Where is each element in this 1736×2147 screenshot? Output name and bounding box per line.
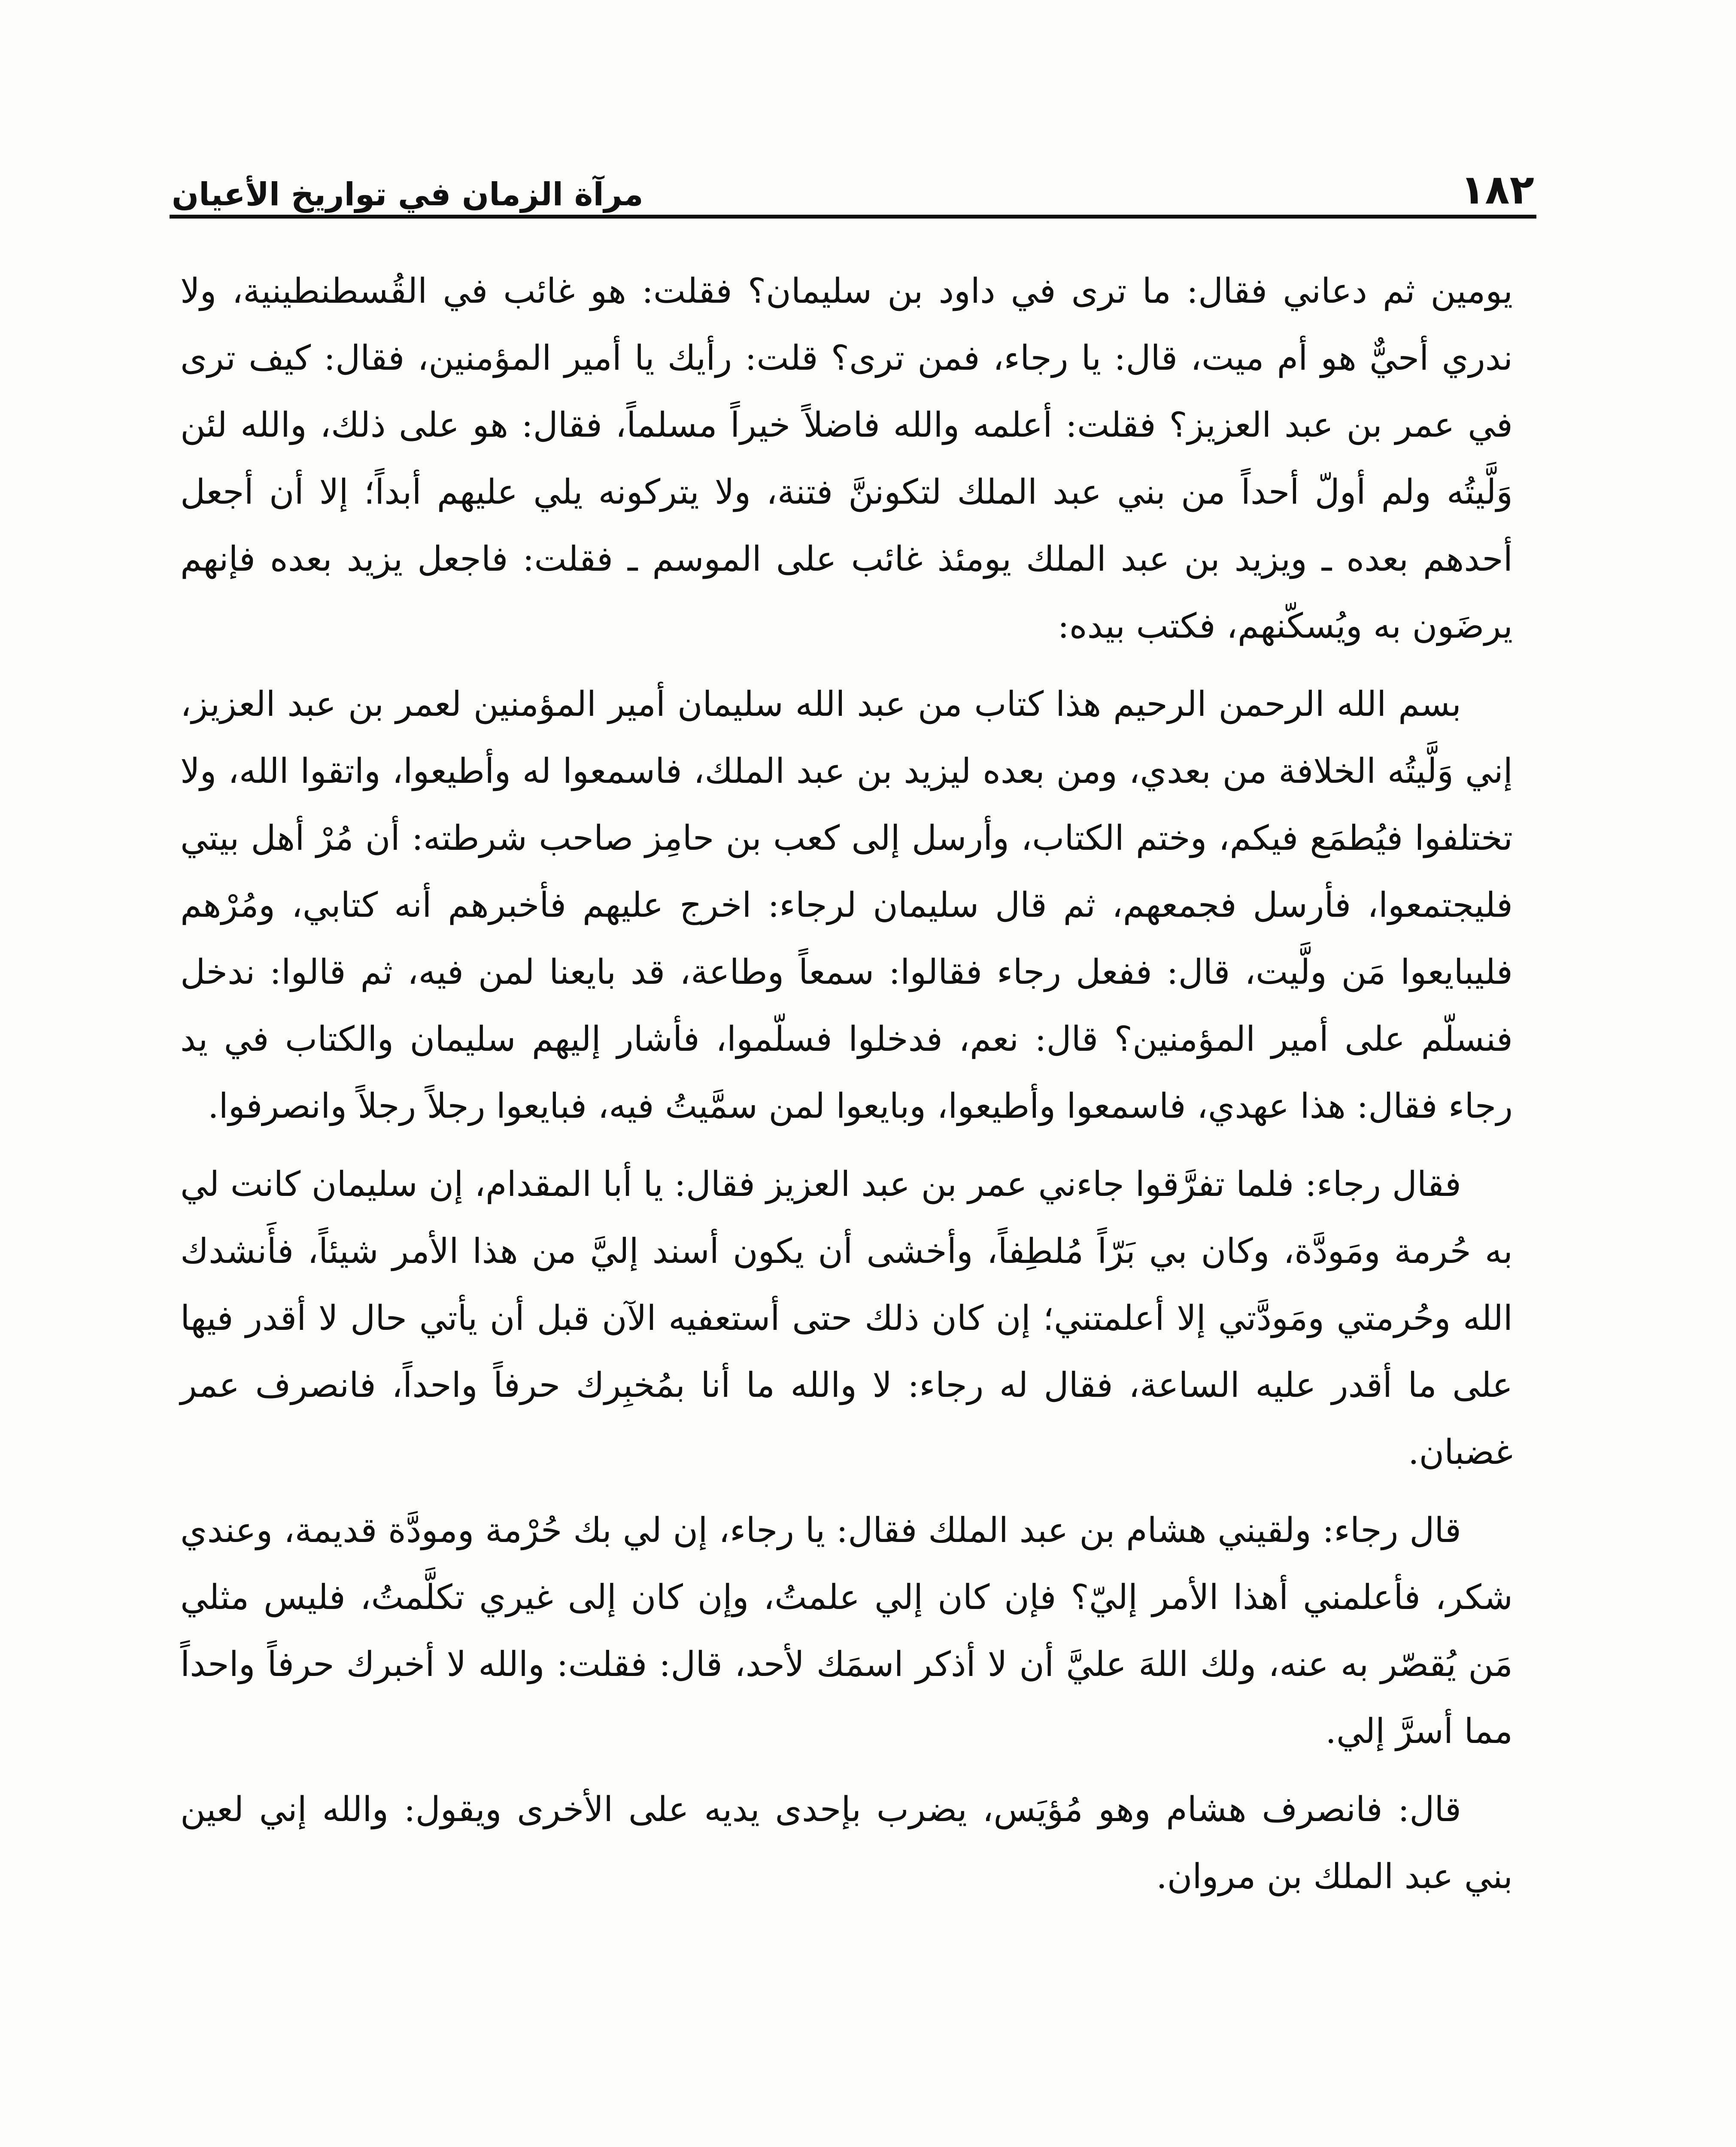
book-title: مرآة الزمان في تواريخ الأعيان <box>172 176 643 213</box>
header-rule <box>170 215 1536 219</box>
running-header <box>172 142 1534 213</box>
paragraph-2: بسم الله الرحمن الرحيم هذا كتاب من عبد الله سليمان أمير المؤمنين لعمر بن عبد العزيز، إني وَلَّيتُه الخلافة من بعدي، ومن بعده ليزيد بن عبد الملك، فاسمعوا له وأطيعوا، واتقوا الله، ولا تختلفوا فيُطمَع فيكم، وختم الكتاب، وأرسل إلى كعب بن حامِز صاحب شرطته: أن مُرْ أهل بيتي فليجتمعوا، فأرسل فجمعهم، ثم قال سليمان لرجاء: اخرج عليهم فأخبرهم أنه كتابي، ومُرْهم فليبايعوا مَن ولَّيت، قال: ففعل رجاء فقالوا: سمعاً وطاعة، قد بايعنا لمن فيه، ثم قالوا: ندخل فنسلّم على أمير المؤمنين؟ قال: نعم، فدخلوا فسلّموا، فأشار إليهم سليمان والكتاب في يد رجاء فقال: هذا عهدي، فاسمعوا وأطيعوا، وبايعوا لمن سمَّيتُ فيه، فبايعوا رجلاً رجلاً وانصرفوا. <box>180 684 1513 1126</box>
paragraph-4: قال رجاء: ولقيني هشام بن عبد الملك فقال: يا رجاء، إن لي بك حُرْمة ومودَّة قديمة، وعندي شكر، فأعلمني أهذا الأمر إليّ؟ فإن كان إلي علمتُ، وإن كان إلى غيري تكلَّمتُ، فليس مثلي مَن يُقصّر به عنه، ولك اللهَ عليَّ أن لا أذكر اسمَك لأحد، قال: فقلت: والله لا أخبرك حرفاً واحداً مما أسرَّ إلي. <box>180 1510 1513 1751</box>
paragraph-1: يومين ثم دعاني فقال: ما ترى في داود بن سليمان؟ فقلت: هو غائب في القُسطنطينية، ولا ندري أحيٌّ هو أم ميت، قال: يا رجاء، فمن ترى؟ قلت: رأيك يا أمير المؤمنين، فقال: كيف ترى في عمر بن عبد العزيز؟ فقلت: أعلمه والله فاضلاً خيراً مسلماً، فقال: هو على ذلك، والله لئن وَلَّيتُه ولم أولّ أحداً من بني عبد الملك لتكوننَّ فتنة، ولا يتركونه يلي عليهم أبداً؛ إلا أن أجعل أحدهم بعده ـ ويزيد بن عبد الملك يومئذ غائب على الموسم ـ فقلت: فاجعل يزيد بعده فإنهم يرضَون به ويُسكّنهم، فكتب بيده: <box>180 271 1513 646</box>
page-number: ١٨٢ <box>1460 167 1534 213</box>
paragraph-5: قال: فانصرف هشام وهو مُؤيَس، يضرب بإحدى يديه على الأخرى ويقول: والله إني لعين بني عبد الملك بن مروان. <box>180 1789 1513 1896</box>
body-text <box>180 258 1513 1910</box>
paragraph-3: فقال رجاء: فلما تفرَّقوا جاءني عمر بن عبد العزيز فقال: يا أبا المقدام، إن سليمان كانت لي به حُرمة ومَودَّة، وكان بي بَرّاً مُلطِفاً، وأخشى أن يكون أسند إليَّ من هذا الأمر شيئاً، فأَنشدك الله وحُرمتي ومَودَّتي إلا أعلمتني؛ إن كان ذلك حتى أستعفيه الآن قبل أن يأتي حال لا أقدر فيها على ما أقدر عليه الساعة، فقال له رجاء: لا والله ما أنا بمُخبِرك حرفاً واحداً، فانصرف عمر غضبان. <box>180 1164 1513 1472</box>
